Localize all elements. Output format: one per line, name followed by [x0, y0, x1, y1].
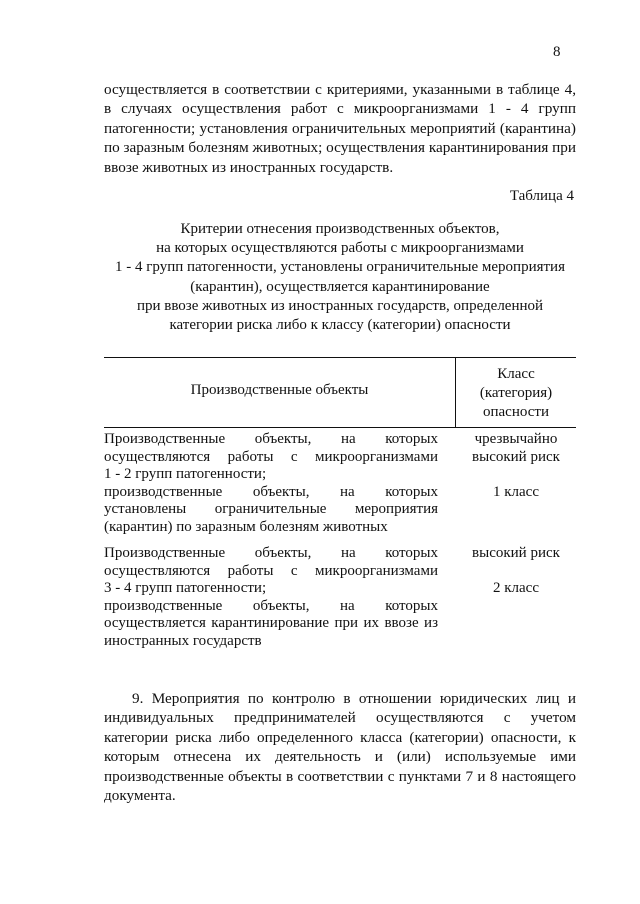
page-number: 8	[553, 44, 561, 60]
table-label: Таблица 4	[509, 188, 574, 204]
table-row-2-class	[456, 580, 576, 598]
table-header-class-line: опасности	[483, 404, 549, 420]
table-title-line: категории риска либо к классу (категории) опасности	[169, 317, 511, 334]
table-header-class-line: (категория)	[479, 385, 553, 401]
table-header-class-line: Класс	[497, 366, 535, 382]
table-cell-line: 3 - 4 групп патогенности;	[104, 580, 267, 597]
table-cell-line: осуществляются работы с микроорганизмами	[104, 562, 438, 579]
table-cell-line: (карантин) по заразным болезням животных	[104, 518, 388, 535]
table-cell-line: 2 класс	[493, 580, 539, 596]
table-cell-line: производственные объекты, на которых	[104, 597, 438, 614]
table-title-line: 1 - 4 групп патогенности, установлены ограничительные мероприятия	[115, 259, 565, 276]
table-header-bottom-border	[104, 427, 576, 428]
paragraph-9: 9. Мероприятия по контролю в отношении юридических лиц и индивидуальных предпринимателей осуществляются с учетом категории риска либо определенного класса (категории) опасности, к которым отнесена их деятельность и (или) используемые ими производственные объекты в соответствии с пунктами 7 и 8 настоящего документа.	[104, 690, 576, 805]
table-cell-line: высокий риск	[472, 448, 560, 465]
table-title-line: на которых осуществляются работы с микроорганизмами	[156, 240, 524, 257]
table-cell-line: осуществляется карантинирование при их ввозе из	[104, 615, 438, 632]
table-row-2-risk	[456, 545, 576, 563]
table-cell-line: производственные объекты, на которых	[104, 483, 438, 500]
table-title-line: Критерии отнесения производственных объектов,	[180, 221, 500, 237]
table-row-1-objects	[104, 431, 438, 537]
table-row-2-objects	[104, 545, 438, 651]
table-cell-line: Производственные объекты, на которых	[104, 545, 438, 561]
table-cell-line: иностранных государств	[104, 632, 262, 649]
table-row-1-risk	[456, 431, 576, 466]
table-title-line: при ввозе животных из иностранных государств, определенной	[136, 297, 544, 314]
table-cell-line: установлены ограничительные мероприятия	[104, 501, 438, 518]
table-cell-line: осуществляются работы с микроорганизмами	[104, 448, 438, 465]
table-cell-line: 1 - 2 групп патогенности;	[104, 466, 267, 483]
table-cell-line: чрезвычайно	[474, 431, 558, 447]
table-title-line: (карантин), осуществляется карантинирование	[190, 278, 490, 295]
table-cell-line: 1 класс	[493, 484, 539, 500]
table-header-class	[456, 365, 576, 422]
table-top-border	[104, 357, 576, 358]
table-cell-line: Производственные объекты, на которых	[104, 431, 438, 447]
intro-paragraph: осуществляется в соответствии с критериями, указанными в таблице 4, в случаях осуществления работ с микроорганизмами 1 - 4 групп патогенности; установления ограничительных мероприятий (карантина) по заразным болезням животных; осуществления карантинирования при ввозе животных из иностранных государств.	[104, 81, 576, 176]
table-header-objects: Производственные объекты	[190, 382, 369, 398]
table-row-1-class	[456, 484, 576, 502]
table-cell-line: высокий риск	[472, 545, 560, 561]
table-title	[90, 220, 590, 335]
